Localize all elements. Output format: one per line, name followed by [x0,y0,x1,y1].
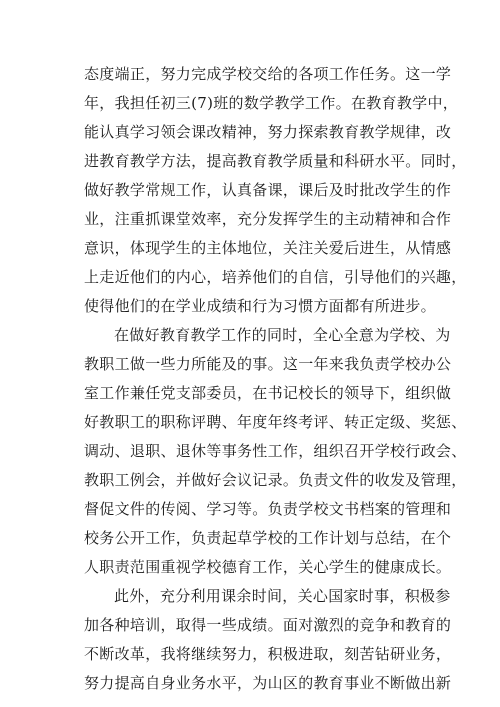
text-line: 校务公开工作，负责起草学校的工作计划与总结，在个 [84,529,452,547]
text-line: 此外，充分利用课余时间，关心国家时事，积极参 [114,587,451,605]
text-line: 室工作兼任党支部委员，在书记校长的领导下，组织做 [84,384,452,402]
paragraph-2 [84,321,467,582]
text-line: 做好教学常规工作，认真备课，课后及时批改学生的作 [84,181,452,199]
paragraph-1 [84,60,467,321]
text-line: 好教职工的职称评聘、年度年终考评、转正定级、奖惩、 [84,413,467,431]
document-body [84,60,467,698]
text-line: 在做好教育教学工作的同时，全心全意为学校、为 [114,326,451,344]
text-line: 不断改革，我将继续努力，积极进取，刻苦钻研业务， [84,645,452,663]
text-line: 教职工例会，并做好会议记录。负责文件的收发及管理， [84,471,467,489]
text-line: 意识，体现学生的主体地位，关注关爱后进生，从情感 [84,239,452,257]
paragraph-3 [84,582,452,698]
text-line: 人职责范围重视学校德育工作，关心学生的健康成长。 [84,558,452,576]
text-line: 使得他们的在学业成绩和行为习惯方面都有所进步。 [84,297,436,315]
text-line: 能认真学习领会课改精神，努力探索教育教学规律，改 [84,123,452,141]
text-line: 教职工做一些力所能及的事。这一年来我负责学校办公 [84,355,452,373]
text-line: 进教育教学方法，提高教育教学质量和科研水平。同时， [84,152,467,170]
text-line: 年，我担任初三(7)班的数学教学工作。在教育教学中， [84,94,459,112]
text-line: 加各种培训，取得一些成绩。面对激烈的竞争和教育的 [84,616,452,634]
text-line: 上走近他们的内心，培养他们的自信，引导他们的兴趣， [84,268,467,286]
text-line: 调动、退职、退休等事务性工作，组织召开学校行政会、 [84,442,467,460]
text-line: 业，注重抓课堂效率，充分发挥学生的主动精神和合作 [84,210,452,228]
text-line: 努力提高自身业务水平，为山区的教育事业不断做出新 [84,674,452,692]
text-line: 态度端正，努力完成学校交给的各项工作任务。这一学 [84,65,452,83]
text-line: 督促文件的传阅、学习等。负责学校文书档案的管理和 [84,500,452,518]
